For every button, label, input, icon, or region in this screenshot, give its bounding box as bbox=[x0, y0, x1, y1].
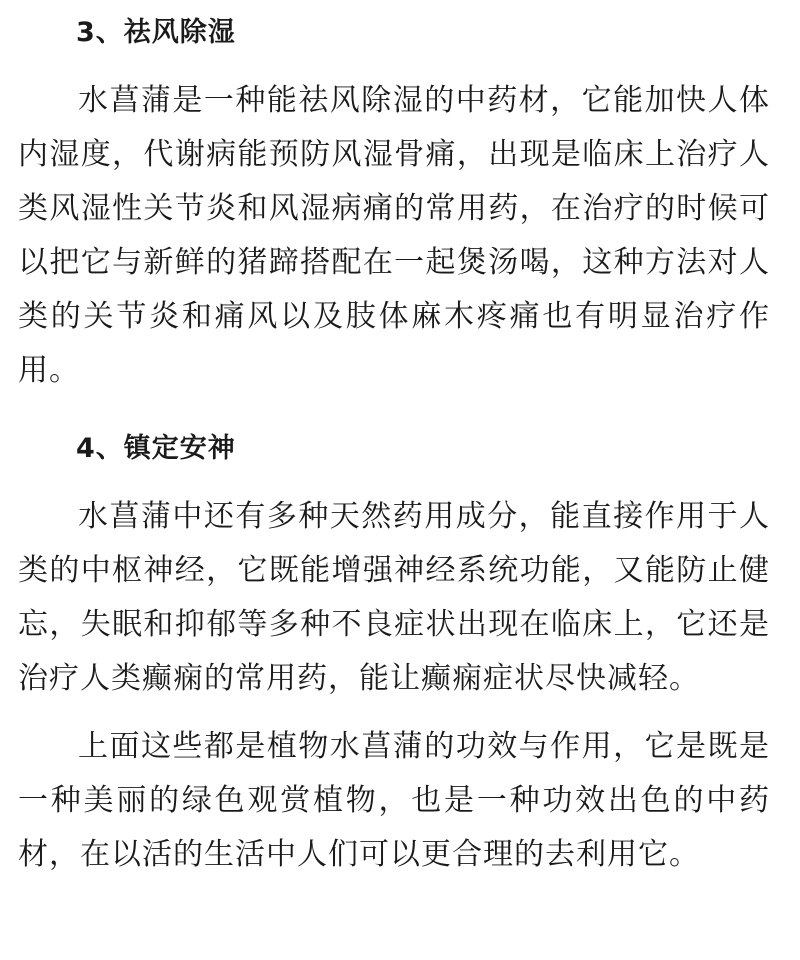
conclusion-paragraph: 上面这些都是植物水菖蒲的功效与作用，它是既是一种美丽的绿色观赏植物，也是一种功效出色的中药材，在以活的生活中人们可以更合理的去利用它。 bbox=[18, 729, 770, 872]
section-paragraph-sedation: 水菖蒲中还有多种天然药用成分，能直接作用于人类的中枢神经，它既能增强神经系统功能，又能防止健忘，失眠和抑郁等多种不良症状出现在临床上，它还是治疗人类癫痫的常用药，能让癫痫症状尽快减轻。 bbox=[18, 499, 770, 696]
section-heading-dispel-wind-dampness: 3、祛风除湿 bbox=[76, 17, 236, 48]
section-paragraph-dispel-wind-dampness: 水菖蒲是一种能祛风除湿的中药材，它能加快人体内湿度，代谢病能预防风湿骨痛，出现是临床上治疗人类风湿性关节炎和风湿病痛的常用药，在治疗的时候可以把它与新鲜的猪蹄搭配在一起煲汤喝，这种方法对人类的关节炎和痛风以及肢体麻木疼痛也有明显治疗作用。 bbox=[18, 83, 770, 388]
section-heading-sedation: 4、镇定安神 bbox=[76, 433, 236, 464]
